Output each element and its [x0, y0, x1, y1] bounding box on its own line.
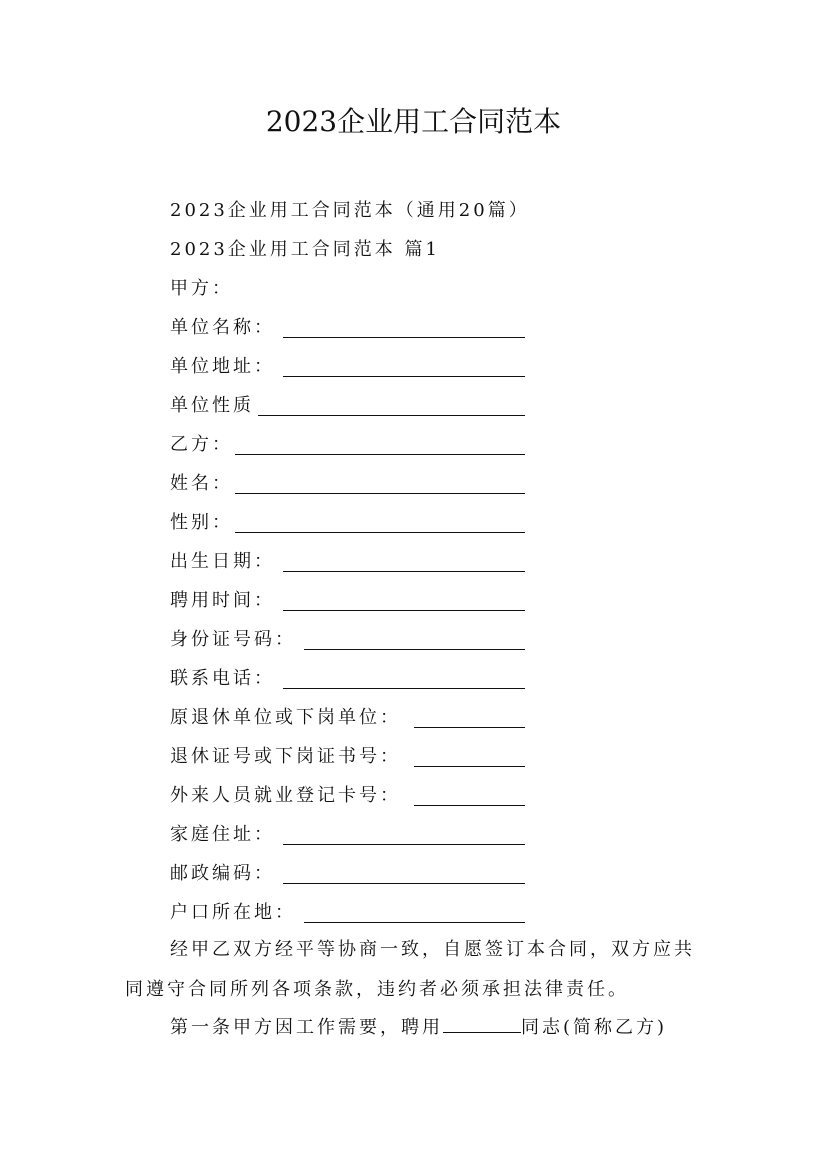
- form-field-row: [170, 783, 401, 809]
- form-field-blank: [414, 766, 525, 767]
- form-field-blank: [283, 337, 525, 338]
- form-field-label: 退休证号或下岗证书号：: [170, 746, 401, 767]
- form-field-row: [170, 549, 275, 575]
- article-one-start: 第一条甲方因工作需要，聘用: [170, 1017, 443, 1038]
- form-field-label: 联系电话：: [170, 668, 275, 689]
- form-field-label: 单位性质: [170, 395, 254, 416]
- article-one-end: 同志(简称乙方): [521, 1017, 668, 1038]
- form-field-blank: [235, 493, 525, 494]
- form-field-row: [170, 666, 275, 692]
- form-field-blank: [304, 922, 525, 923]
- form-field-label: 乙方：: [170, 434, 233, 455]
- form-field-label: 出生日期：: [170, 551, 275, 572]
- form-field-row: [170, 354, 275, 380]
- form-field-blank: [414, 727, 525, 728]
- form-field-blank: [235, 532, 525, 533]
- form-field-row: [170, 588, 275, 614]
- form-field-row: [170, 432, 233, 458]
- article-one-paragraph: [125, 1008, 705, 1048]
- document-title: 2023企业用工合同范本: [265, 105, 562, 138]
- party-a-label: 甲方：: [170, 278, 233, 299]
- employee-name-blank: [443, 1014, 521, 1033]
- form-field-row: [170, 393, 254, 419]
- section-heading: 2023企业用工合同范本 篇1: [170, 239, 440, 260]
- form-field-blank: [304, 649, 525, 650]
- form-field-label: 户口所在地：: [170, 902, 296, 923]
- form-field-label: 单位名称：: [170, 317, 275, 338]
- form-field-row: [170, 315, 275, 341]
- form-field-label: 性别：: [170, 512, 233, 533]
- form-field-label: 姓名：: [170, 473, 233, 494]
- form-field-row: [170, 822, 275, 848]
- form-field-blank: [283, 376, 525, 377]
- form-field-blank: [283, 844, 525, 845]
- form-field-label: 原退休单位或下岗单位：: [170, 707, 401, 728]
- form-field-row: [170, 705, 401, 731]
- form-field-label: 家庭住址：: [170, 824, 275, 845]
- agreement-paragraph: 经甲乙双方经平等协商一致，自愿签订本合同，双方应共同遵守合同所列各项条款，违约者必须承担法律责任。: [125, 939, 695, 1000]
- form-field-row: [170, 900, 296, 926]
- form-field-blank: [235, 454, 525, 455]
- form-field-blank: [283, 688, 525, 689]
- form-field-row: [170, 510, 233, 536]
- form-field-label: 身份证号码：: [170, 629, 296, 650]
- form-field-label: 外来人员就业登记卡号：: [170, 785, 401, 806]
- form-field-label: 单位地址：: [170, 356, 275, 377]
- form-field-blank: [258, 415, 525, 416]
- form-field-label: 邮政编码：: [170, 863, 275, 884]
- form-field-blank: [283, 610, 525, 611]
- document-subtitle: 2023企业用工合同范本（通用20篇）: [170, 200, 530, 221]
- form-field-row: [170, 861, 275, 887]
- form-field-label: 聘用时间：: [170, 590, 275, 611]
- form-field-row: [170, 471, 233, 497]
- form-field-blank: [414, 805, 525, 806]
- form-field-blank: [283, 571, 525, 572]
- form-field-row: [170, 627, 296, 653]
- form-field-row: [170, 744, 401, 770]
- form-field-blank: [283, 883, 525, 884]
